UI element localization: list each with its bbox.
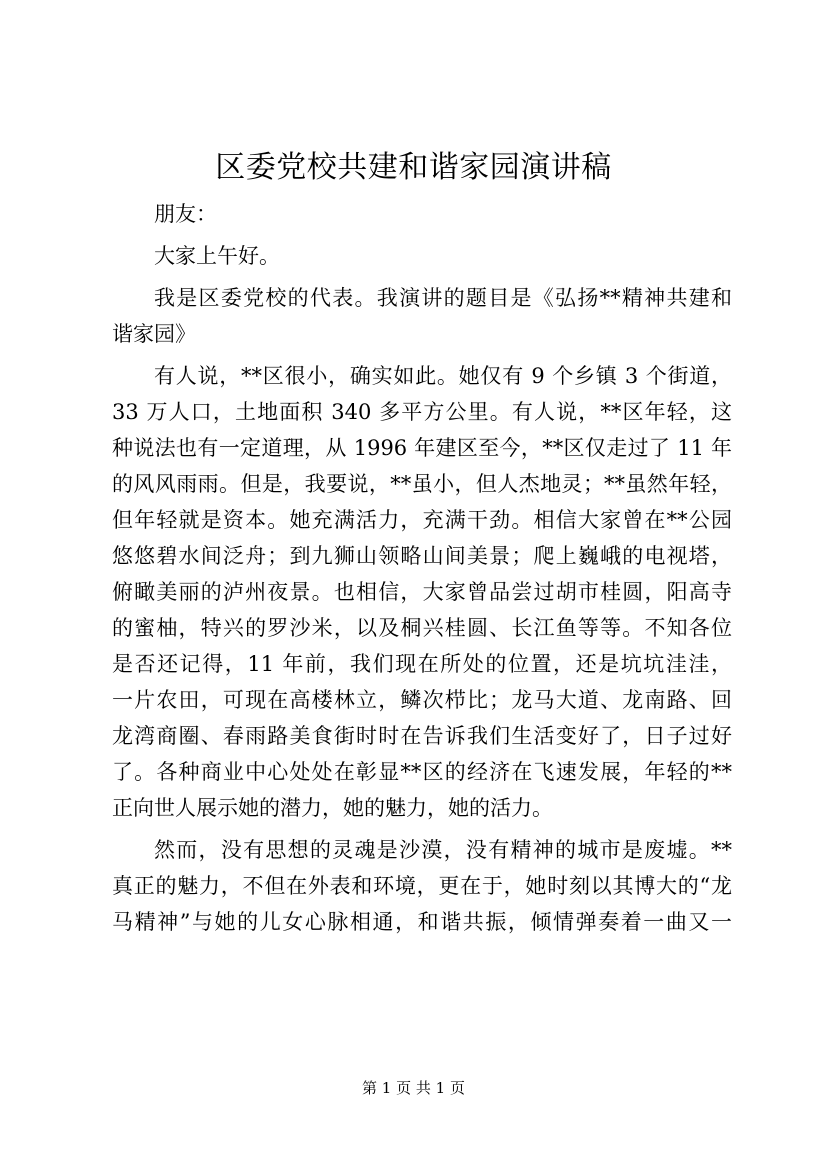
paragraph-line: 大家上午好。 xyxy=(154,244,280,268)
paragraph-line: 马精神”与她的儿女心脉相通，和谐共振，倾情弹奏着一曲又一 xyxy=(112,910,732,934)
paragraph-line: 朋友： xyxy=(154,202,217,226)
paragraph-line: 了。各种商业中心处处在彰显**区的经济在飞速发展，年轻的** xyxy=(112,760,732,784)
paragraph-line: 真正的魅力，不但在外表和环境，更在于，她时刻以其博大的“龙 xyxy=(112,874,732,898)
paragraph-district-description xyxy=(112,358,732,826)
paragraph-line: 有人说，**区很小，确实如此。她仅有 9 个乡镇 3 个街道， xyxy=(154,364,732,388)
paragraph-line: 的风风雨雨。但是，我要说，**虽小，但人杰地灵；**虽然年轻， xyxy=(112,472,732,496)
paragraph-line: 是否还记得，11 年前，我们现在所处的位置，还是坑坑洼洼， xyxy=(112,652,732,676)
document-body xyxy=(112,196,732,940)
paragraph-line: 龙湾商圈、春雨路美食街时时在告诉我们生活变好了，日子过好 xyxy=(112,724,732,748)
paragraph-line: 种说法也有一定道理，从 1996 年建区至今，**区仅走过了 11 年 xyxy=(112,436,732,460)
paragraph-salutation xyxy=(112,238,732,274)
paragraph-greeting xyxy=(112,196,732,232)
paragraph-line: 谐家园》 xyxy=(112,322,196,346)
paragraph-line: 然而，没有思想的灵魂是沙漠，没有精神的城市是废墟。** xyxy=(154,838,732,862)
paragraph-line: 正向世人展示她的潜力，她的魅力，她的活力。 xyxy=(112,796,553,820)
document-title: 区委党校共建和谐家园演讲稿 xyxy=(215,150,612,185)
paragraph-line: 我是区委党校的代表。我演讲的题目是《弘扬**精神共建和 xyxy=(154,286,732,310)
paragraph-introduction xyxy=(112,280,732,352)
paragraph-line: 但年轻就是资本。她充满活力，充满干劲。相信大家曾在**公园 xyxy=(112,508,732,532)
paragraph-line: 33 万人口，土地面积 340 多平方公里。有人说，**区年轻，这 xyxy=(112,400,732,424)
paragraph-line: 悠悠碧水间泛舟；到九狮山领略山间美景；爬上巍峨的电视塔， xyxy=(112,544,732,568)
paragraph-line: 俯瞰美丽的泸州夜景。也相信，大家曾品尝过胡市桂圆，阳高寺 xyxy=(112,580,732,604)
paragraph-line: 的蜜柚，特兴的罗沙米，以及桐兴桂圆、长江鱼等等。不知各位 xyxy=(112,616,732,640)
paragraph-line: 一片农田，可现在高楼林立，鳞次栉比；龙马大道、龙南路、回 xyxy=(112,688,732,712)
page-footer: 第 1 页 共 1 页 xyxy=(362,1079,465,1097)
paragraph-spirit xyxy=(112,832,732,940)
